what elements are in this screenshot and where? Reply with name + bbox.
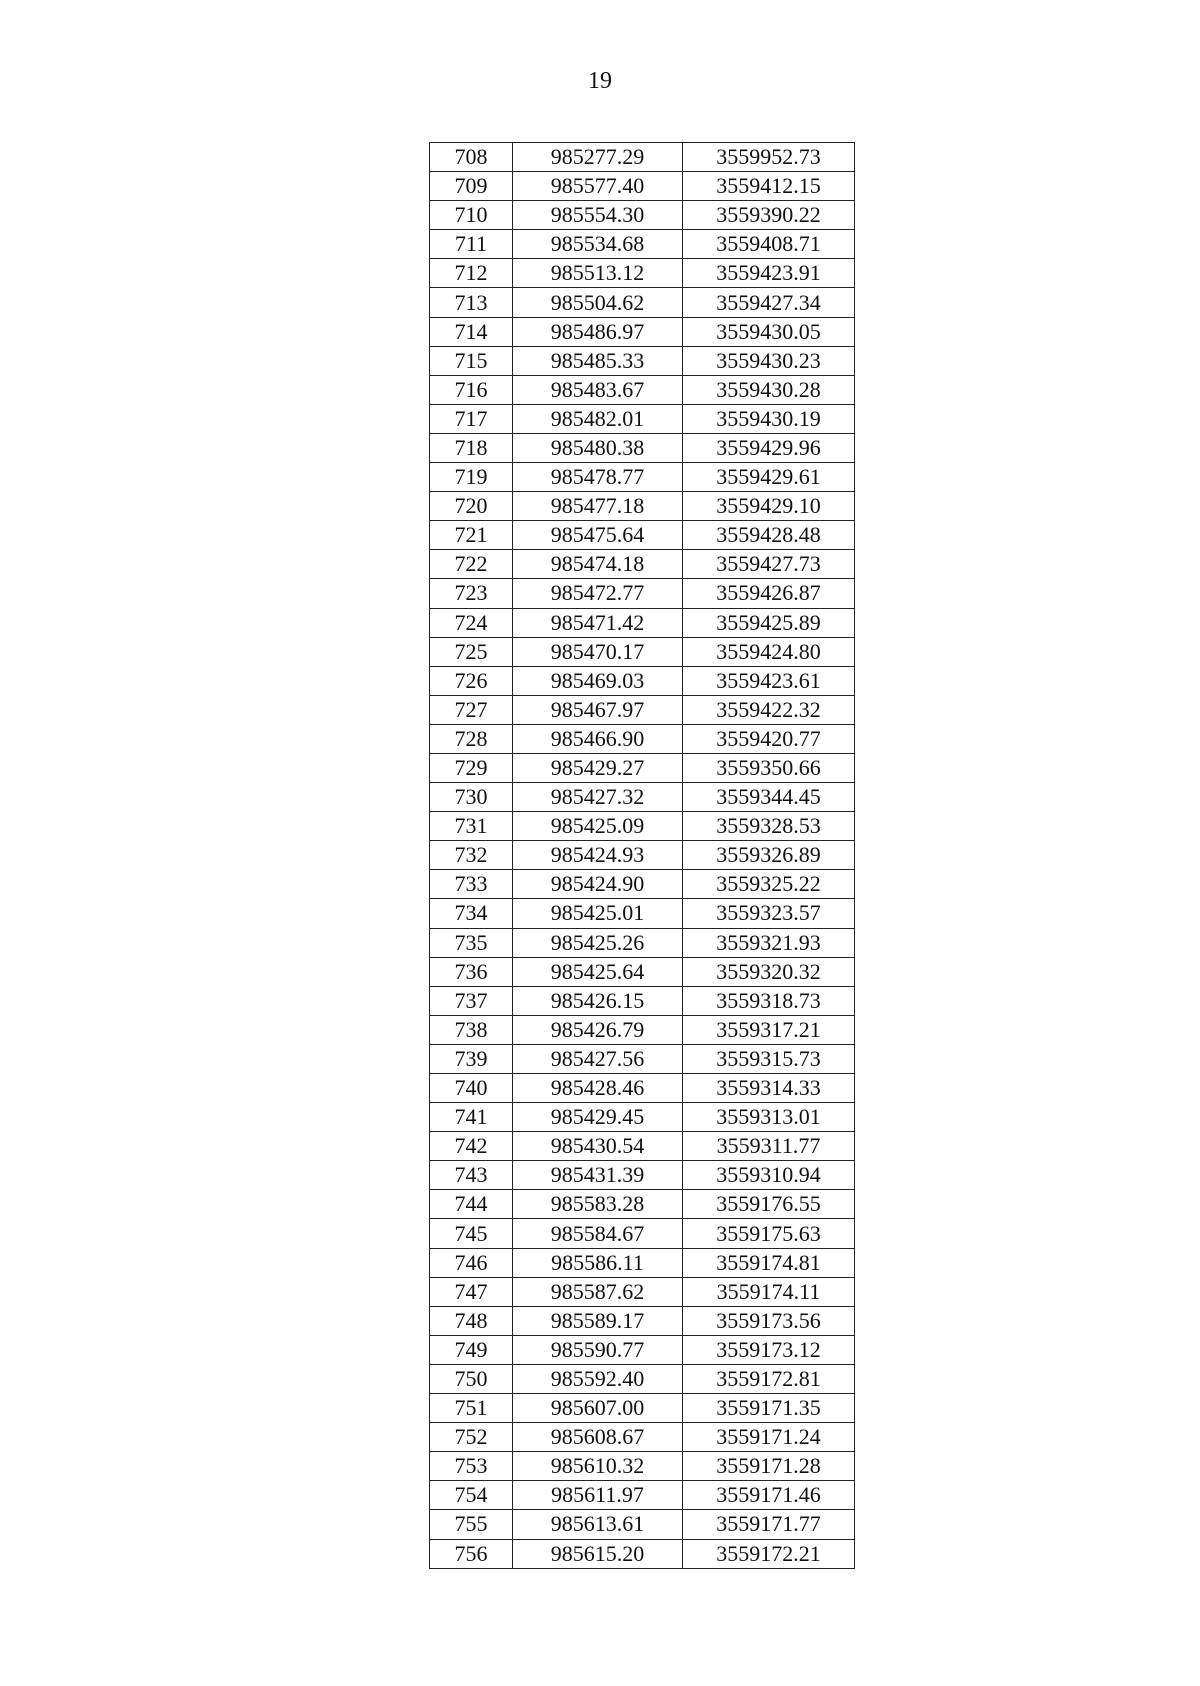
table-row [430,1015,855,1044]
point-number-cell: 714 [430,317,513,346]
x-coordinate-cell: 985482.01 [513,404,683,433]
point-number-cell: 751 [430,1394,513,1423]
x-coordinate-cell: 985469.03 [513,666,683,695]
x-coordinate-cell: 985586.11 [513,1248,683,1277]
x-coordinate-cell: 985485.33 [513,346,683,375]
x-coordinate-cell: 985471.42 [513,608,683,637]
point-number-cell: 720 [430,492,513,521]
y-coordinate-cell: 3559952.73 [683,143,855,172]
point-number-cell: 708 [430,143,513,172]
x-coordinate-cell: 985607.00 [513,1394,683,1423]
x-coordinate-cell: 985277.29 [513,143,683,172]
y-coordinate-cell: 3559172.81 [683,1364,855,1393]
table-row [430,1161,855,1190]
x-coordinate-cell: 985477.18 [513,492,683,521]
table-row [430,1539,855,1568]
point-number-cell: 738 [430,1015,513,1044]
x-coordinate-cell: 985425.26 [513,928,683,957]
table-row [430,1452,855,1481]
table-row [430,928,855,957]
y-coordinate-cell: 3559174.81 [683,1248,855,1277]
y-coordinate-cell: 3559310.94 [683,1161,855,1190]
point-number-cell: 721 [430,521,513,550]
x-coordinate-cell: 985425.09 [513,812,683,841]
x-coordinate-cell: 985470.17 [513,637,683,666]
table-row [430,579,855,608]
x-coordinate-cell: 985513.12 [513,259,683,288]
table-row [430,695,855,724]
point-number-cell: 741 [430,1103,513,1132]
table-row [430,1423,855,1452]
y-coordinate-cell: 3559326.89 [683,841,855,870]
y-coordinate-cell: 3559175.63 [683,1219,855,1248]
table-row [430,1335,855,1364]
point-number-cell: 713 [430,288,513,317]
x-coordinate-cell: 985427.32 [513,783,683,812]
table-row [430,957,855,986]
x-coordinate-cell: 985587.62 [513,1277,683,1306]
y-coordinate-cell: 3559176.55 [683,1190,855,1219]
table-row [430,259,855,288]
y-coordinate-cell: 3559429.61 [683,463,855,492]
point-number-cell: 755 [430,1510,513,1539]
y-coordinate-cell: 3559427.73 [683,550,855,579]
point-number-cell: 733 [430,870,513,899]
table-row [430,404,855,433]
point-number-cell: 715 [430,346,513,375]
x-coordinate-cell: 985429.45 [513,1103,683,1132]
x-coordinate-cell: 985431.39 [513,1161,683,1190]
point-number-cell: 724 [430,608,513,637]
y-coordinate-cell: 3559311.77 [683,1132,855,1161]
x-coordinate-cell: 985467.97 [513,695,683,724]
coordinates-table-body [430,143,855,1569]
x-coordinate-cell: 985592.40 [513,1364,683,1393]
table-row [430,1219,855,1248]
point-number-cell: 717 [430,404,513,433]
y-coordinate-cell: 3559325.22 [683,870,855,899]
y-coordinate-cell: 3559173.12 [683,1335,855,1364]
table-row [430,1074,855,1103]
y-coordinate-cell: 3559422.32 [683,695,855,724]
point-number-cell: 753 [430,1452,513,1481]
x-coordinate-cell: 985613.61 [513,1510,683,1539]
point-number-cell: 739 [430,1044,513,1073]
x-coordinate-cell: 985480.38 [513,433,683,462]
y-coordinate-cell: 3559317.21 [683,1015,855,1044]
table-row [430,463,855,492]
table-row [430,1306,855,1335]
x-coordinate-cell: 985424.93 [513,841,683,870]
table-row [430,637,855,666]
point-number-cell: 746 [430,1248,513,1277]
table-row [430,172,855,201]
point-number-cell: 723 [430,579,513,608]
y-coordinate-cell: 3559426.87 [683,579,855,608]
point-number-cell: 727 [430,695,513,724]
table-row [430,666,855,695]
y-coordinate-cell: 3559429.96 [683,433,855,462]
x-coordinate-cell: 985429.27 [513,753,683,782]
y-coordinate-cell: 3559314.33 [683,1074,855,1103]
table-row [430,143,855,172]
point-number-cell: 742 [430,1132,513,1161]
y-coordinate-cell: 3559430.23 [683,346,855,375]
x-coordinate-cell: 985424.90 [513,870,683,899]
x-coordinate-cell: 985615.20 [513,1539,683,1568]
y-coordinate-cell: 3559172.21 [683,1539,855,1568]
point-number-cell: 745 [430,1219,513,1248]
table-row [430,899,855,928]
y-coordinate-cell: 3559350.66 [683,753,855,782]
point-number-cell: 736 [430,957,513,986]
x-coordinate-cell: 985611.97 [513,1481,683,1510]
point-number-cell: 735 [430,928,513,957]
coordinates-table [429,142,855,1569]
x-coordinate-cell: 985428.46 [513,1074,683,1103]
y-coordinate-cell: 3559430.19 [683,404,855,433]
y-coordinate-cell: 3559313.01 [683,1103,855,1132]
page-number: 19 [588,68,612,94]
table-row [430,1103,855,1132]
y-coordinate-cell: 3559429.10 [683,492,855,521]
x-coordinate-cell: 985472.77 [513,579,683,608]
table-row [430,521,855,550]
point-number-cell: 732 [430,841,513,870]
table-row [430,1364,855,1393]
point-number-cell: 709 [430,172,513,201]
y-coordinate-cell: 3559173.56 [683,1306,855,1335]
table-row [430,550,855,579]
table-row [430,986,855,1015]
point-number-cell: 749 [430,1335,513,1364]
point-number-cell: 750 [430,1364,513,1393]
x-coordinate-cell: 985466.90 [513,724,683,753]
y-coordinate-cell: 3559171.28 [683,1452,855,1481]
y-coordinate-cell: 3559423.91 [683,259,855,288]
point-number-cell: 747 [430,1277,513,1306]
point-number-cell: 730 [430,783,513,812]
y-coordinate-cell: 3559323.57 [683,899,855,928]
y-coordinate-cell: 3559412.15 [683,172,855,201]
table-row [430,1132,855,1161]
point-number-cell: 712 [430,259,513,288]
x-coordinate-cell: 985504.62 [513,288,683,317]
y-coordinate-cell: 3559318.73 [683,986,855,1015]
y-coordinate-cell: 3559328.53 [683,812,855,841]
y-coordinate-cell: 3559171.77 [683,1510,855,1539]
point-number-cell: 756 [430,1539,513,1568]
x-coordinate-cell: 985425.01 [513,899,683,928]
y-coordinate-cell: 3559420.77 [683,724,855,753]
y-coordinate-cell: 3559423.61 [683,666,855,695]
y-coordinate-cell: 3559315.73 [683,1044,855,1073]
table-row [430,724,855,753]
x-coordinate-cell: 985589.17 [513,1306,683,1335]
table-row [430,201,855,230]
table-row [430,1277,855,1306]
point-number-cell: 719 [430,463,513,492]
table-row [430,1044,855,1073]
table-row [430,812,855,841]
table-row [430,230,855,259]
point-number-cell: 734 [430,899,513,928]
table-row [430,1190,855,1219]
y-coordinate-cell: 3559424.80 [683,637,855,666]
x-coordinate-cell: 985577.40 [513,172,683,201]
table-row [430,375,855,404]
y-coordinate-cell: 3559174.11 [683,1277,855,1306]
point-number-cell: 744 [430,1190,513,1219]
x-coordinate-cell: 985583.28 [513,1190,683,1219]
point-number-cell: 725 [430,637,513,666]
x-coordinate-cell: 985584.67 [513,1219,683,1248]
y-coordinate-cell: 3559430.28 [683,375,855,404]
table-row [430,288,855,317]
y-coordinate-cell: 3559171.35 [683,1394,855,1423]
point-number-cell: 752 [430,1423,513,1452]
x-coordinate-cell: 985474.18 [513,550,683,579]
table-row [430,753,855,782]
table-row [430,317,855,346]
point-number-cell: 711 [430,230,513,259]
point-number-cell: 743 [430,1161,513,1190]
x-coordinate-cell: 985425.64 [513,957,683,986]
x-coordinate-cell: 985475.64 [513,521,683,550]
point-number-cell: 729 [430,753,513,782]
y-coordinate-cell: 3559430.05 [683,317,855,346]
table-row [430,841,855,870]
point-number-cell: 737 [430,986,513,1015]
x-coordinate-cell: 985427.56 [513,1044,683,1073]
x-coordinate-cell: 985554.30 [513,201,683,230]
table-row [430,433,855,462]
x-coordinate-cell: 985608.67 [513,1423,683,1452]
table-row [430,783,855,812]
y-coordinate-cell: 3559344.45 [683,783,855,812]
point-number-cell: 731 [430,812,513,841]
x-coordinate-cell: 985486.97 [513,317,683,346]
x-coordinate-cell: 985483.67 [513,375,683,404]
point-number-cell: 722 [430,550,513,579]
x-coordinate-cell: 985478.77 [513,463,683,492]
point-number-cell: 728 [430,724,513,753]
x-coordinate-cell: 985430.54 [513,1132,683,1161]
x-coordinate-cell: 985610.32 [513,1452,683,1481]
table-row [430,346,855,375]
table-row [430,492,855,521]
x-coordinate-cell: 985426.79 [513,1015,683,1044]
x-coordinate-cell: 985590.77 [513,1335,683,1364]
point-number-cell: 740 [430,1074,513,1103]
y-coordinate-cell: 3559171.24 [683,1423,855,1452]
x-coordinate-cell: 985426.15 [513,986,683,1015]
point-number-cell: 716 [430,375,513,404]
point-number-cell: 710 [430,201,513,230]
x-coordinate-cell: 985534.68 [513,230,683,259]
y-coordinate-cell: 3559390.22 [683,201,855,230]
y-coordinate-cell: 3559427.34 [683,288,855,317]
y-coordinate-cell: 3559408.71 [683,230,855,259]
point-number-cell: 726 [430,666,513,695]
point-number-cell: 718 [430,433,513,462]
point-number-cell: 754 [430,1481,513,1510]
y-coordinate-cell: 3559428.48 [683,521,855,550]
y-coordinate-cell: 3559425.89 [683,608,855,637]
y-coordinate-cell: 3559320.32 [683,957,855,986]
y-coordinate-cell: 3559321.93 [683,928,855,957]
table-row [430,1481,855,1510]
table-row [430,1394,855,1423]
table-row [430,608,855,637]
table-row [430,1510,855,1539]
y-coordinate-cell: 3559171.46 [683,1481,855,1510]
point-number-cell: 748 [430,1306,513,1335]
table-row [430,1248,855,1277]
table-row [430,870,855,899]
